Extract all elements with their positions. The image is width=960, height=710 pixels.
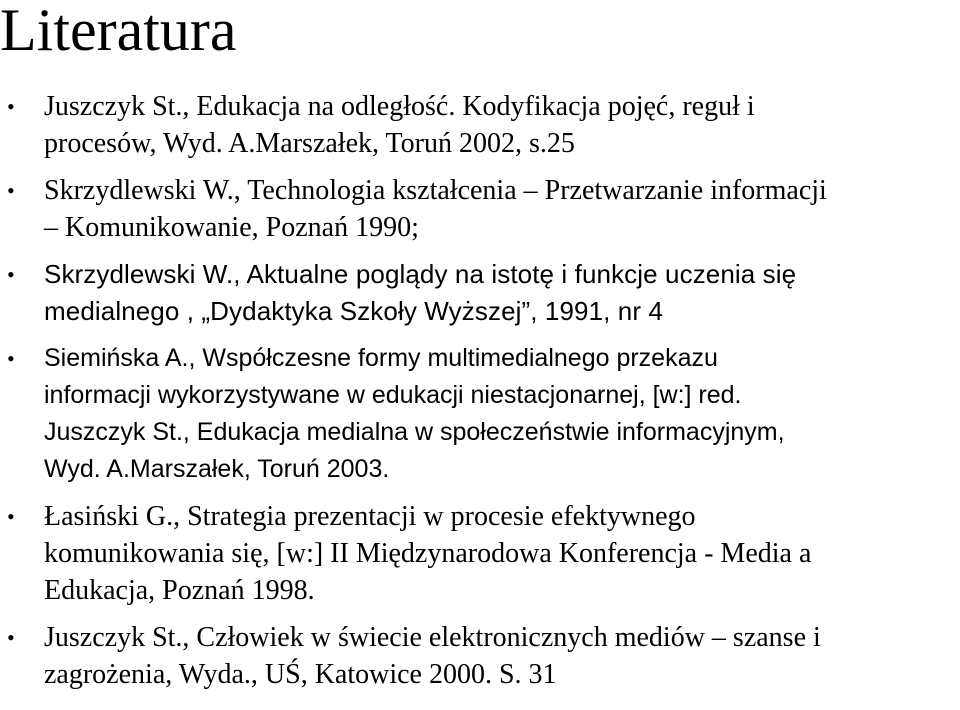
reference-item: [0, 88, 960, 162]
reference-line: Wyd. A.Marszałek, Toruń 2003.: [44, 455, 390, 483]
reference-line: Skrzydlewski W., Technologia kształcenia – Przetwarzanie informacji: [44, 175, 827, 206]
bullet-icon: •: [7, 262, 15, 287]
slide-title: Literatura: [0, 0, 237, 63]
bullet-icon: •: [7, 625, 15, 650]
reference-item: [0, 256, 960, 330]
reference-line: zagrożenia, Wyda., UŚ, Katowice 2000. S. 31: [44, 659, 557, 690]
reference-line: medialnego , „Dydaktyka Szkoły Wyższej”, 1991, nr 4: [44, 296, 664, 326]
reference-line: komunikowania się, [w:] II Międzynarodowa Konferencja - Media a: [44, 538, 812, 569]
bullet-icon: •: [7, 94, 15, 119]
reference-line: Juszczyk St., Człowiek w świecie elektronicznych mediów – szanse i: [44, 622, 821, 653]
bullet-icon: •: [7, 178, 15, 203]
reference-item: [0, 619, 960, 693]
reference-line: Siemińska A., Współczesne formy multimedialnego przekazu: [44, 344, 718, 372]
bullet-icon: •: [7, 504, 15, 529]
reference-line: procesów, Wyd. A.Marszałek, Toruń 2002, s.25: [44, 128, 575, 159]
reference-line: Juszczyk St., Edukacja na odległość. Kodyfikacja pojęć, reguł i: [44, 91, 755, 122]
reference-line: Edukacja, Poznań 1998.: [44, 575, 315, 606]
reference-item: [0, 498, 960, 609]
reference-line: – Komunikowanie, Poznań 1990;: [44, 212, 419, 243]
reference-line: Skrzydlewski W., Aktualne poglądy na istotę i funkcje uczenia się: [44, 259, 797, 289]
reference-item: [0, 172, 960, 246]
reference-line: informacji wykorzystywane w edukacji niestacjonarnej, [w:] red.: [44, 381, 742, 409]
bullet-icon: •: [7, 346, 15, 371]
reference-item: [0, 340, 960, 488]
reference-line: Łasiński G., Strategia prezentacji w procesie efektywnego: [44, 501, 696, 532]
reference-list: [0, 88, 960, 703]
reference-line: Juszczyk St., Edukacja medialna w społeczeństwie informacyjnym,: [44, 418, 785, 446]
